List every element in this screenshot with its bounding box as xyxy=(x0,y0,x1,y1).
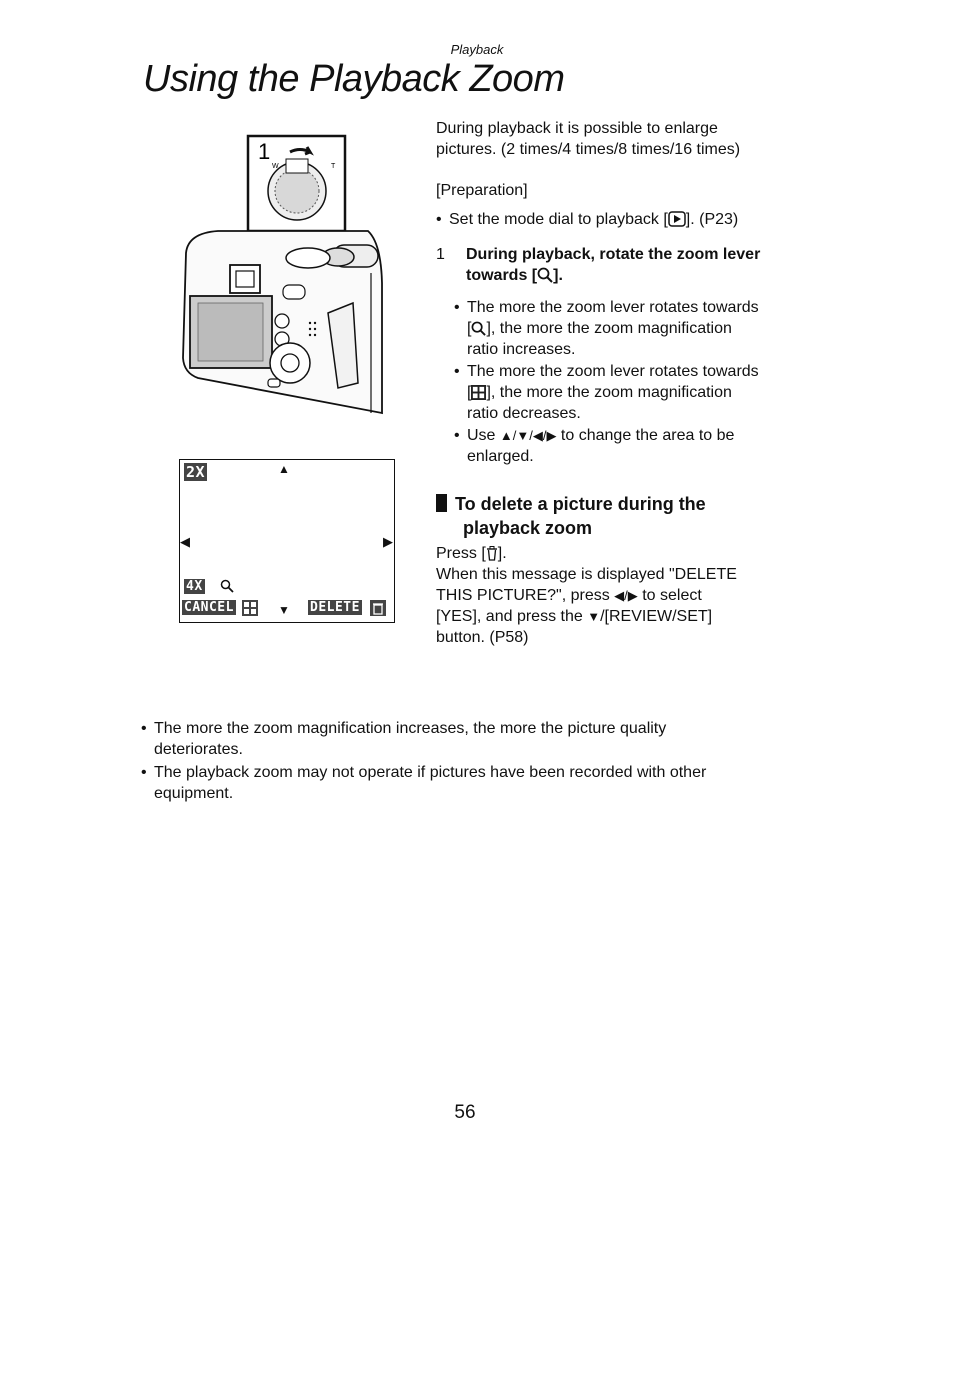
step-number: 1 xyxy=(436,246,445,263)
zoom-in-icon xyxy=(471,321,486,336)
note-line: equipment. xyxy=(154,785,234,802)
text-fragment: ], the more the zoom magnification xyxy=(486,384,732,401)
note-line: • The playback zoom may not operate if pictures have been recorded with other xyxy=(154,764,707,781)
bullet-line: enlarged. xyxy=(467,448,534,465)
list-item xyxy=(454,361,799,424)
body-line xyxy=(436,606,796,627)
body-line xyxy=(436,543,796,564)
multi-playback-icon xyxy=(471,385,486,400)
bullet-line xyxy=(467,382,799,403)
arrow-up-icon: ▲ xyxy=(278,462,290,476)
body-line xyxy=(436,585,796,606)
text-fragment: Set the mode dial to playback [ xyxy=(449,211,668,228)
step-1-bullets xyxy=(454,297,799,468)
bullet-line: • The more the zoom lever rotates towards xyxy=(467,363,759,380)
multi-playback-icon xyxy=(242,600,258,616)
text-fragment: [ xyxy=(467,384,472,401)
list-item xyxy=(454,425,799,467)
step-instruction xyxy=(436,244,796,286)
text-fragment: ]. (P23) xyxy=(685,211,739,228)
arrow-down-icon: ▼ xyxy=(587,609,601,624)
bullet-line xyxy=(467,425,799,446)
text-fragment: ]. xyxy=(553,267,563,284)
intro-text xyxy=(436,118,796,160)
list-item xyxy=(141,718,781,760)
section-marker-icon xyxy=(436,494,447,512)
text-fragment: towards [ xyxy=(466,267,538,284)
page-title: Using the Playback Zoom xyxy=(143,58,565,100)
text-fragment: /[REVIEW/SET] xyxy=(600,608,713,625)
next-zoom-badge: 4X xyxy=(186,579,203,594)
dial-w-label: W xyxy=(272,163,279,170)
list-item xyxy=(141,762,781,804)
cancel-label: CANCEL xyxy=(184,600,234,615)
intro-line: pictures. (2 times/4 times/8 times/16 times) xyxy=(436,141,741,158)
lcd-zoom-screen xyxy=(179,459,395,623)
playback-icon xyxy=(668,211,686,227)
arrow-down-icon: ▼ xyxy=(278,603,290,617)
preparation-bullet xyxy=(436,209,796,230)
text-fragment: THIS PICTURE?", press xyxy=(436,587,615,604)
text-fragment: Press [ xyxy=(436,545,486,562)
intro-line: During playback it is possible to enlarge xyxy=(436,120,718,137)
dial-t-label: T xyxy=(331,163,336,170)
zoom-badge: 2X xyxy=(186,463,206,481)
bullet-line: • The more the zoom lever rotates towards xyxy=(467,299,759,316)
text-fragment: ]. xyxy=(497,545,507,562)
arrow-right-icon: ▶ xyxy=(383,534,393,549)
text-fragment: to change the area to be xyxy=(556,427,735,444)
trash-icon xyxy=(486,545,498,561)
callout-number: 1 xyxy=(258,139,271,164)
notes-list xyxy=(141,718,781,806)
camera-illustration xyxy=(178,133,383,418)
section-label: Playback xyxy=(450,42,504,57)
body-line: button. (P58) xyxy=(436,629,529,646)
step-line xyxy=(466,265,796,286)
bullet-line: ratio decreases. xyxy=(467,405,581,422)
note-line: deteriorates. xyxy=(154,741,243,758)
arrow-left-icon: ◀ xyxy=(180,534,190,549)
zoom-in-icon xyxy=(220,579,234,593)
page-number: 56 xyxy=(454,1102,476,1123)
step-1 xyxy=(436,244,796,286)
delete-heading xyxy=(436,492,796,540)
heading-line: playback zoom xyxy=(463,518,593,538)
preparation-block xyxy=(436,180,796,230)
text-fragment: Use xyxy=(467,427,500,444)
heading-line: To delete a picture during the xyxy=(455,494,706,514)
text-fragment: [YES], and press the xyxy=(436,608,588,625)
note-line: • The more the zoom magnification increases, the more the picture quality xyxy=(154,720,667,737)
list-item xyxy=(454,297,799,360)
step-line: During playback, rotate the zoom lever xyxy=(466,246,761,263)
arrow-keys-icon: ▲/▼/◀/▶ xyxy=(499,428,557,443)
bullet-line xyxy=(467,318,799,339)
delete-instructions xyxy=(436,543,796,648)
bullet-line: ratio increases. xyxy=(467,341,576,358)
arrow-left-right-icon: ◀/▶ xyxy=(614,588,638,603)
body-line: When this message is displayed "DELETE xyxy=(436,566,737,583)
trash-icon xyxy=(370,600,386,616)
text-fragment: to select xyxy=(637,587,702,604)
preparation-label: [Preparation] xyxy=(436,182,528,199)
text-fragment: ], the more the zoom magnification xyxy=(486,320,732,337)
zoom-in-icon xyxy=(537,267,553,283)
text-fragment: [ xyxy=(467,320,472,337)
delete-label: DELETE xyxy=(310,600,360,615)
